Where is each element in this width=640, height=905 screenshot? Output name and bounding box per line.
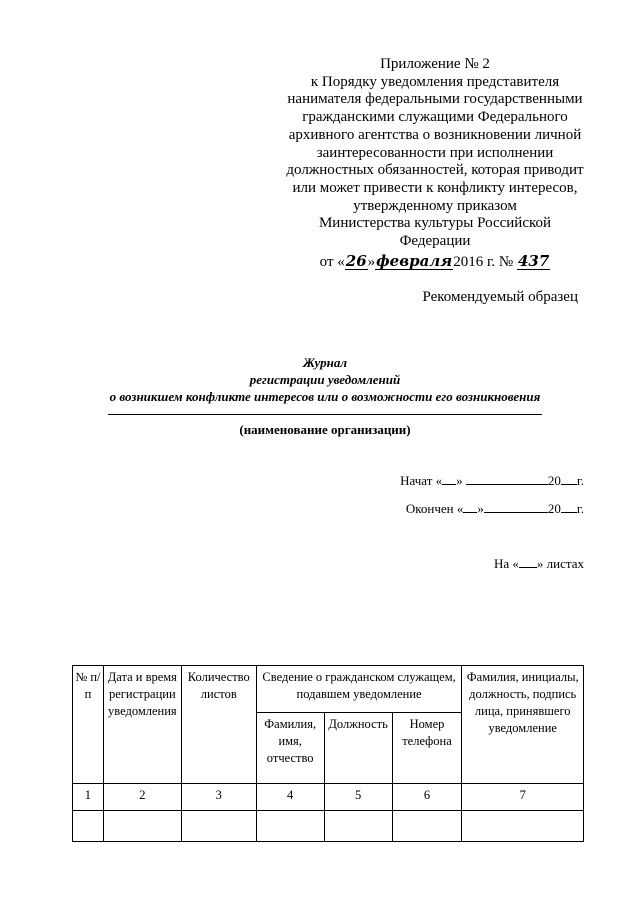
order-date-line <box>270 253 600 272</box>
col-employee-info-header: Сведение о гражданском служащем, подавшем уведомление <box>256 666 462 713</box>
header-line: должностных обязанностей, которая приводит <box>286 162 584 179</box>
col-receiver-header: Фамилия, инициалы, должность, подпись лица, принявшего уведомление <box>462 666 584 784</box>
sheets-suffix: » листах <box>536 556 584 571</box>
ended-date-line <box>406 500 584 517</box>
col-date-header: Дата и время регистрации уведомления <box>103 666 181 784</box>
sheets-count-blank[interactable] <box>519 555 537 568</box>
sheets-label: На « <box>494 556 519 571</box>
header-line: Приложение № 2 <box>380 56 490 72</box>
column-number: 2 <box>103 784 181 811</box>
started-mid: » <box>456 473 463 488</box>
empty-cell[interactable] <box>324 811 392 842</box>
organization-name-line[interactable] <box>108 414 542 415</box>
handwritten-month: февраля <box>376 251 453 270</box>
header-line: заинтересованности при исполнении <box>316 144 554 161</box>
table-header-row <box>73 666 584 713</box>
date-suffix: г. № <box>486 253 514 270</box>
started-day-blank[interactable] <box>442 472 456 485</box>
header-line: утвержденному приказом <box>353 197 517 214</box>
col-fullname-header: Фамилия, имя, отчество <box>256 713 324 784</box>
table-numbering-row <box>73 784 584 811</box>
handwritten-order-number: 437 <box>518 251 550 270</box>
date-mid: » <box>367 253 376 270</box>
column-number: 5 <box>324 784 392 811</box>
started-year: 20 <box>547 473 561 488</box>
date-year: 2016 <box>453 253 484 270</box>
header-line: или может привести к конфликту интересов, <box>292 179 578 196</box>
header-line: архивного агентства о возникновении личной <box>288 126 582 143</box>
table-row <box>73 811 584 842</box>
column-number: 4 <box>256 784 324 811</box>
header-line: нанимателя федеральными государственными <box>287 91 583 108</box>
started-label: Начат « <box>400 473 443 488</box>
ended-day-blank[interactable] <box>463 500 477 513</box>
header-line: гражданскими служащими Федерального <box>302 109 568 126</box>
date-prefix: от « <box>319 253 345 270</box>
header-line: Федерации <box>399 233 471 250</box>
register-table <box>72 665 584 842</box>
ended-suffix: г. <box>576 501 584 516</box>
empty-cell[interactable] <box>103 811 181 842</box>
recommended-sample-label: Рекомендуемый образец <box>422 289 578 305</box>
column-number: 7 <box>462 784 584 811</box>
handwritten-day: 26 <box>345 251 367 270</box>
journal-title-line: о возникшем конфликте интересов или о возможности его возникновения <box>109 389 541 404</box>
ended-year-blank[interactable] <box>561 500 577 513</box>
col-sheets-header: Количество листов <box>181 666 256 784</box>
journal-title-line: Журнал <box>302 355 348 370</box>
column-number: 6 <box>392 784 462 811</box>
empty-cell[interactable] <box>256 811 324 842</box>
col-phone-header: Номер телефона <box>392 713 462 784</box>
empty-cell[interactable] <box>73 811 104 842</box>
appendix-header <box>270 56 600 271</box>
ended-label: Окончен « <box>405 501 464 516</box>
header-line: Министерства культуры Российской <box>318 215 552 232</box>
started-month-blank[interactable] <box>466 472 548 485</box>
journal-title-line: регистрации уведомлений <box>249 372 401 387</box>
col-position-header: Должность <box>324 713 392 784</box>
started-suffix: г. <box>576 473 584 488</box>
started-date-line <box>400 472 584 489</box>
empty-cell[interactable] <box>181 811 256 842</box>
header-line: к Порядку уведомления представителя <box>310 73 560 90</box>
empty-cell[interactable] <box>462 811 584 842</box>
ended-month-blank[interactable] <box>484 500 548 513</box>
empty-cell[interactable] <box>392 811 462 842</box>
col-number-header: № п/п <box>73 666 104 784</box>
sheets-count-line <box>494 555 584 572</box>
started-year-blank[interactable] <box>561 472 577 485</box>
organization-caption: (наименование организации) <box>239 422 411 437</box>
column-number: 1 <box>73 784 104 811</box>
column-number: 3 <box>181 784 256 811</box>
ended-year: 20 <box>547 501 561 516</box>
ended-mid: » <box>477 501 484 516</box>
journal-title <box>90 354 560 405</box>
